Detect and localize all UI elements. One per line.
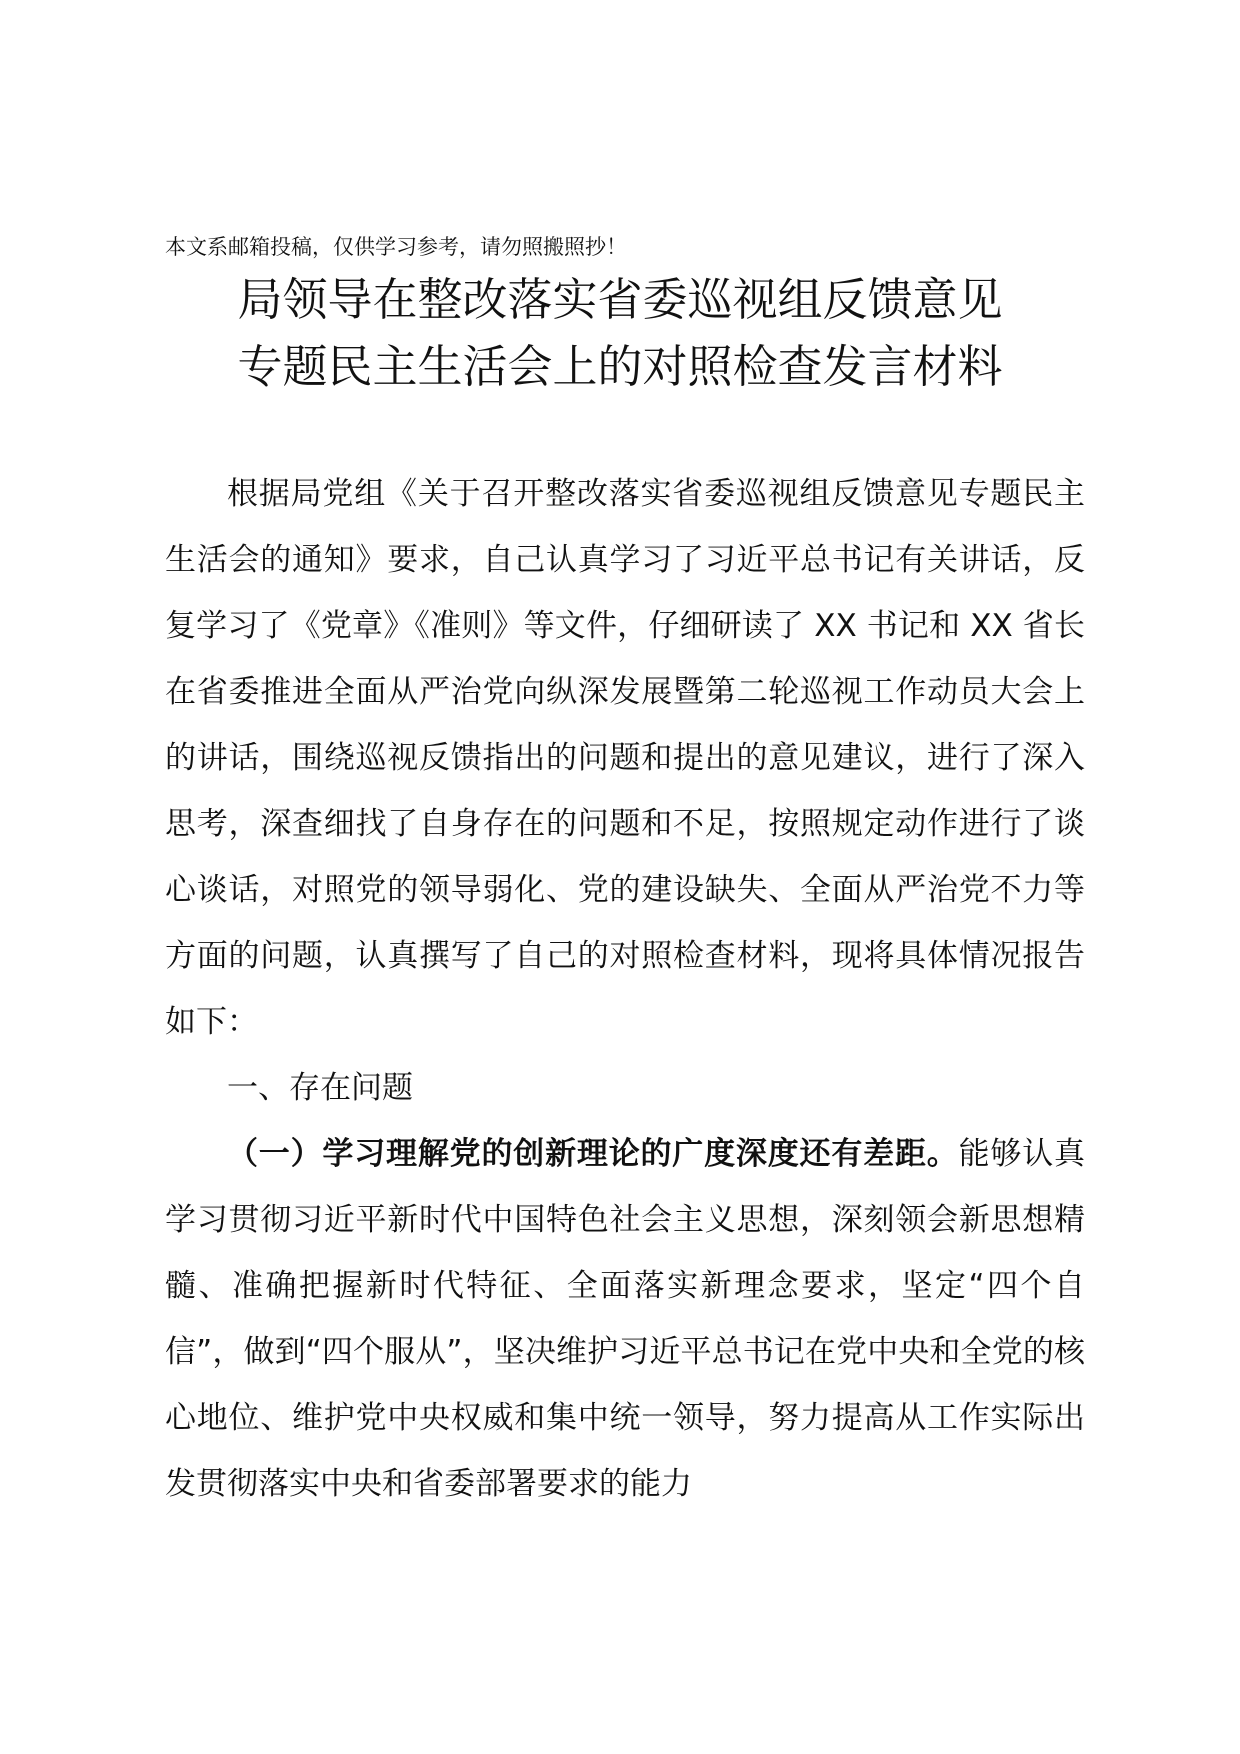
intro-paragraph-text: 根据局党组《关于召开整改落实省委巡视组反馈意见专题民主生活会的通知》要求，自己认真学习了习近平总书记有关讲话，反复学习了《党章》《准则》等文件，仔细研读了 XX 书记和 XX 省长在省委推进全面从严治党向纵深发展暨第二轮巡视工作动员大会上的讲话，围绕巡视反馈指出的问题和提出的意见建议，进行了深入思考，深查细找了自身存在的问题和不足，按照规定动作进行了谈心谈话，对照党的领导弱化、党的建设缺失、全面从严治党不力等方面的问题，认真撰写了自己的对照检查材料，现将具体情况报告如下： xyxy=(165,476,1085,1040)
document-title-line-2: 专题民主生活会上的对照检查发言材料 xyxy=(237,340,1003,393)
subsection-lead: （一）学习理解党的创新理论的广度深度还有差距。 xyxy=(227,1136,959,1172)
subsection-paragraph-text xyxy=(165,1121,1085,1517)
subsection-body: 能够认真学习贯彻习近平新时代中国特色社会主义思想，深刻领会新思想精髓、准确把握新时代特征、全面落实新理念要求，坚定“四个自信”，做到“四个服从”，坚决维护习近平总书记在党中央和全党的核心地位、维护党中央权威和集中统一领导，努力提高从工作实际出发贯彻落实中央和省委部署要求的能力 xyxy=(165,1136,1086,1502)
subsection-paragraph xyxy=(165,1121,1085,1517)
section-heading xyxy=(165,1055,1085,1121)
submission-notice: 本文系邮箱投稿，仅供学习参考，请勿照搬照抄！ xyxy=(165,235,627,259)
section-heading-text: 一、存在问题 xyxy=(227,1070,413,1106)
intro-paragraph xyxy=(165,461,1085,1055)
document-title-line-1: 局领导在整改落实省委巡视组反馈意见 xyxy=(237,273,1003,326)
